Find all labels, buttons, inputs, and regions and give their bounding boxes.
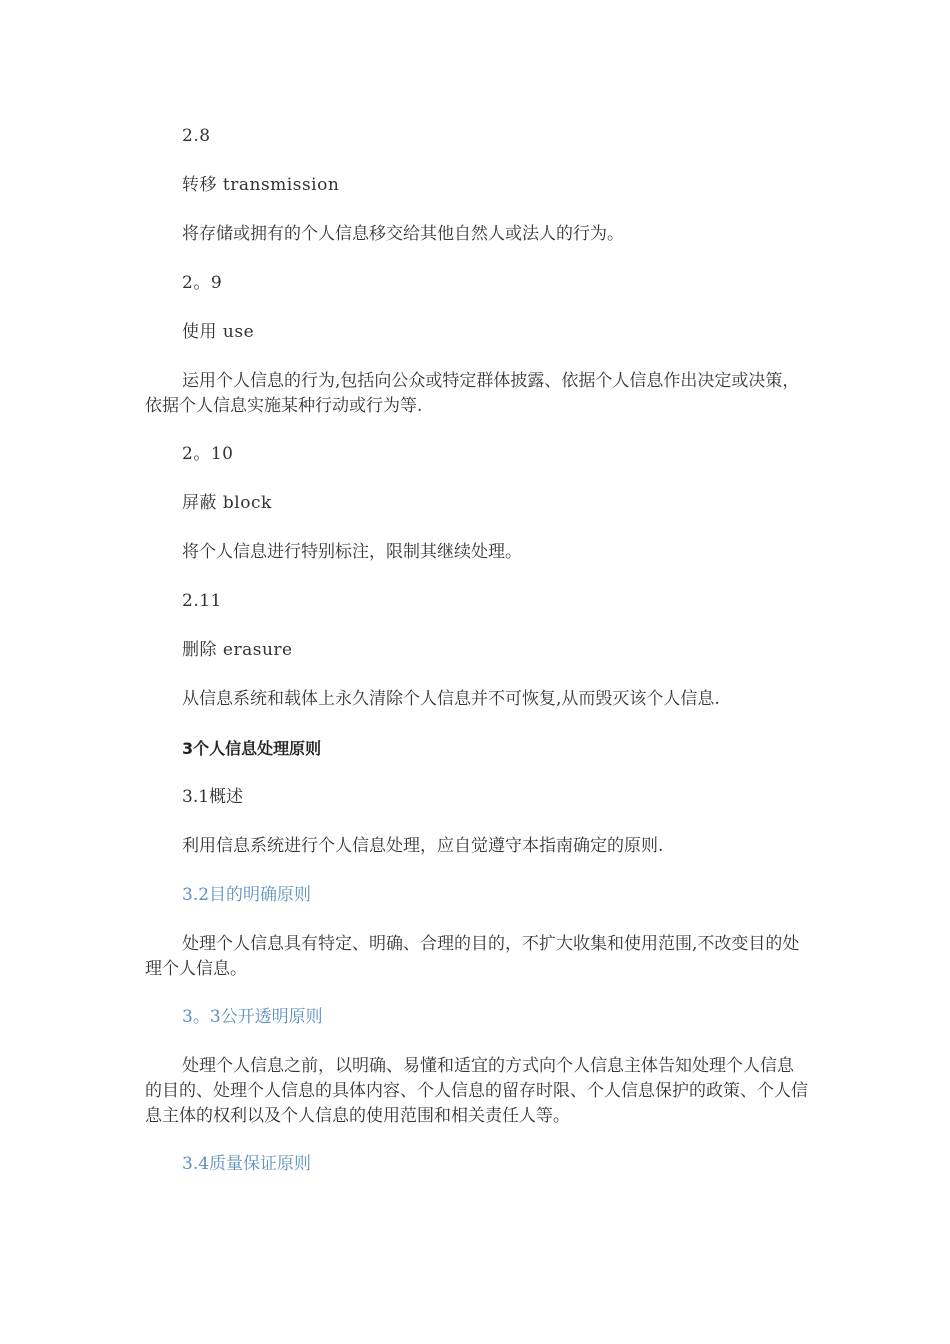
definition-block: 将个人信息进行特别标注，限制其继续处理。 <box>182 542 522 562</box>
paragraph-3-3: 处理个人信息之前，以明确、易懂和适宜的方式向个人信息主体告知处理个人信息的目的、处理个人信息的具体内容、个人信息的留存时限、个人信息保护的政策、个人信息主体的权利以及个人信息的使用范围和相关责任人等。 <box>145 1056 808 1126</box>
definition-transmission: 将存储或拥有的个人信息移交给其他自然人或法人的行为。 <box>182 224 624 244</box>
definition-use: 运用个人信息的行为,包括向公众或特定群体披露、依据个人信息作出决定或决策，依据个人信息实施某种行动或行为等. <box>145 371 800 416</box>
term-use: 使用 use <box>182 322 255 342</box>
clause-number-2-10: 2。10 <box>182 444 234 464</box>
definition-erasure: 从信息系统和载体上永久清除个人信息并不可恢复,从而毁灭该个人信息. <box>182 689 720 709</box>
subsection-link-3-3[interactable]: 3。3公开透明原则 <box>182 1007 323 1027</box>
clause-number-2-9: 2。9 <box>182 273 223 293</box>
section-heading-3: 3个人信息处理原则 <box>182 739 322 758</box>
subsection-heading-3-1: 3.1概述 <box>182 787 244 807</box>
subsection-link-3-2[interactable]: 3.2目的明确原则 <box>182 885 312 905</box>
clause-number-2-11: 2.11 <box>182 591 222 611</box>
subsection-link-3-4[interactable]: 3.4质量保证原则 <box>182 1154 312 1174</box>
paragraph-3-1: 利用信息系统进行个人信息处理，应自觉遵守本指南确定的原则. <box>182 836 664 856</box>
term-block: 屏蔽 block <box>182 493 272 513</box>
term-transmission: 转移 transmission <box>182 175 340 195</box>
paragraph-3-2: 处理个人信息具有特定、明确、合理的目的，不扩大收集和使用范围,不改变目的处理个人信息。 <box>145 934 800 979</box>
term-erasure: 删除 erasure <box>182 640 293 660</box>
clause-number-2-8: 2.8 <box>182 126 211 146</box>
